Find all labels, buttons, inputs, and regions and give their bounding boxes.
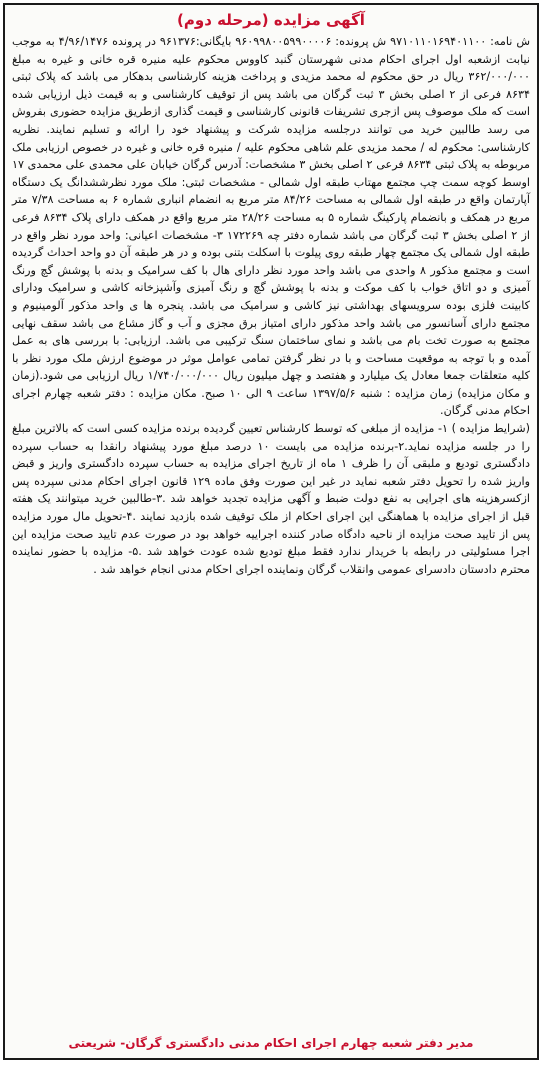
notice-footer-signature: مدیر دفتر شعبه چهارم اجرای احکام مدنی دادگستری گرگان- شریعتی — [68, 1036, 474, 1050]
notice-paragraph-main: ش نامه: ۹۷۱۰۱۱۰۱۶۹۴۰۱۱۰۰ ش پرونده: ۹۶۰۹۹۸۰۰۵۹۹۰۰۰۰۶ بایگانی:۹۶۱۳۷۶ در پرونده ۴/۹۶/۱۴۷۶ به موجب نیابت ازشعبه اول اجرای احکام مدنی شهرستان گنبد کاووس محکوم علیه منیره قره خانی و غیره به مبلغ ۳۶۲/۰۰۰/۰۰۰ ریال در حق محکوم له محمد مزیدی و پرداخت هزینه کارشناسی بدهکار می باشد که پلاک ثبتی ۸۶۳۴ فرعی از ۲ اصلی بخش ۳ ثبت گرگان می باشد پس از توقیف کارشناسی و به قیمت ذیل ارزیابی شده است که ملک موصوف پس ازجری تشریفات قانونی کارشناسی و قیمت گذاری ازطریق مزایده حضوری بفروش می رسد طالبین خرید می توانند درجلسه مزایده شرکت و پیشنهاد خود را ارائه و تسلیم نمایند. نظریه کارشناسی: محکوم له / محمد مزیدی علم شاهی محکوم علیه / منیره قره خانی و غیره در خصوص ارزیابی ملک مربوطه به پلاک ثبتی ۸۶۳۴ فرعی ۲ اصلی بخش ۳ مشخصات: آدرس گرگان خیابان علی محمدی علی محمدی ۱۷ اوسط کوچه سمت چپ مجتمع مهتاب طبقه اول شمالی - مشخصات ثبتی: ملک مورد نظرششدانگ یک دستگاه آپارتمان واقع در طبقه اول شمالی به مساحت ۸۴/۲۶ متر مربع به انضمام انباری شماره ۶ به مساحت ۷/۳۸ متر مربع در همکف و بانضمام پارکینگ شماره ۵ به مساحت ۲۸/۲۶ متر مربع واقع در همکف دارای پلاک ۸۶۳۴ فرعی از ۲ اصلی بخش ۳ ثبت گرگان می باشد شماره دفتر چه ۱۷۲۲۶۹ ۳- مشخصات اعیانی: واحد مورد نظر واقع در طبقه اول شمالی یک مجتمع چهار طبقه روی پیلوت با اسکلت بتنی بوده و در هر طبقه آن دو واحد احداث گردیده است و مجتمع مذکور ۸ واحدی می باشد واحد مورد نظر دارای هال با کف سرامیک و بدنه با پوشش گچ ورنگ آمیزی و دو اتاق خواب با کف موکت و بدنه با پوشش گچ و رنگ آمیزی وآشپزخانه کاشی و سرامیک ودارای کابینت فلزی بوده سرویسهای بهداشتی نیز کاشی و سرامیک می باشد. پنجره ها ی واحد مذکور آلومینیوم و مجتمع دارای آسانسور می باشد واحد مذکور دارای امتیاز برق مجزی و آب و گاز مشاع می باشد سقف نهایی مجتمع به صورت تخت بام می باشد و نمای ساختمان سنگ ترکیبی می باشد. ارزیابی: با بررسی های به عمل آمده و با توجه به موقعیت مساحت و با در نظر گرفتن تمامی عوامل موثر در موضوع ارزش ملک مورد نظر با کلیه متعلقات جمعا معادل یک میلیارد و هفتصد و چهل میلیون ریال ۱/۷۴۰/۰۰۰/۰۰۰ ریال ارزیابی می شود.(زمان و مکان مزایده) زمان مزایده : شنبه ۱۳۹۷/۵/۶ ساعت ۹ الی ۱۰ صبح. مکان مزایده : دفتر شعبه چهارم اجرای احکام مدنی گرگان. — [12, 35, 531, 418]
notice-body — [5, 31, 537, 578]
notice-paragraph-conditions: (شرایط مزایده ) ۱- مزایده از مبلغی که توسط کارشناس تعیین گردیده برنده مزایده کسی است که بالاترین مبلغ را در جلسه مزایده نماید.۲-برنده مزایده می بایست ۱۰ درصد مبلغ مورد پیشنهاد رانقدا به حساب سپرده دادگستری تودیع و ملبقی آن را ظرف ۱ ماه از تاریخ اجرای مزایده به حساب سپرده دادگستری واریز و قبض واریز شده را تحویل دفتر شعبه نماید در غیر این صورت وفق ماده ۱۲۹ قانون اجرای احکام مدنی سپرده پس ازکسرهزینه های اجرایی به نفع دولت ضبط و آگهی مزایده تجدید خواهد شد .۳-طالبین خرید میتوانند یک هفته قبل از اجرای مزایده با هماهنگی این اجرای احکام از ملک توقیف شده بازدید نمایند .۴-تحویل مال مورد مزایده پس از تایید صحت مزایده از ناحیه دادگاه صادر کننده اجراییه خواهد بود در صورت عدم تایید صحت مزایده این اجرا مسئولیتی در رابطه با خریدار ندارد فقط مبلغ تودیع شده عودت خواهد شد .۵- مزایده با حضور نماینده محترم دادستان دادسرای عمومی وانقلاب گرگان ونماینده اجرای احکام مدنی انجام خواهد شد . — [12, 422, 531, 576]
auction-notice — [3, 3, 539, 1060]
notice-title: آگهی مزایده (مرحله دوم) — [177, 11, 365, 29]
